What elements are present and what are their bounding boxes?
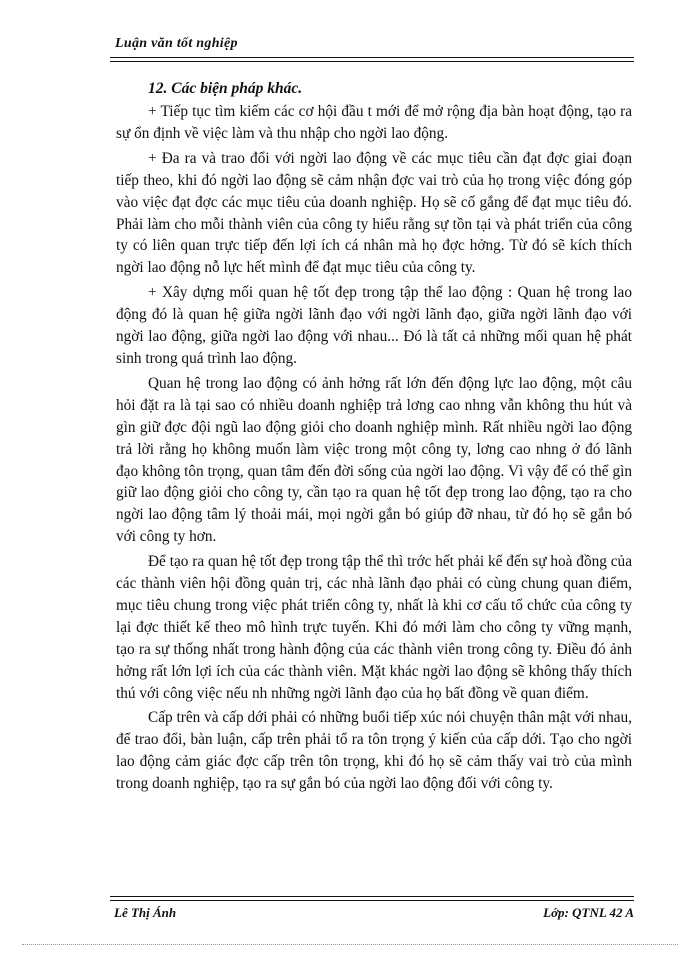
footer-author: Lê Thị Ánh (114, 905, 177, 920)
page-break-line (22, 944, 678, 945)
paragraph-2: + Đa ra và trao đổi với ngời lao động về các mục tiêu cần đạt đợc giai đoạn tiếp theo, khi đó ngời lao động sẽ cảm nhận đợc vai trò của họ trong việc đóng góp vào việc đạt đợc các mục tiêu của doanh nghiệp. Họ sẽ cố gắng để đạt mục tiêu đó. Phải làm cho mỗi thành viên của công ty hiểu rằng sự tồn tại và phát triển của công ty có liên quan trực tiếp đến lợi ích cá nhân mà họ đợc hởng. Từ đó sẽ kích thích ngời lao động nỗ lực hết mình để đạt mục tiêu của công ty. (116, 149, 632, 277)
paragraph-4: Quan hệ trong lao động có ảnh hởng rất lớn đến động lực lao động, một câu hỏi đặt ra là tại sao có nhiều doanh nghiệp trả lơng cao nhng vẫn không thu hút và gìn giữ đợc đội ngũ lao động giỏi cho doanh nghiệp mình. Rất nhiều ngời lao động trả lời rằng họ không muốn làm việc trong một công ty, lơng cao nhng ở đó lãnh đạo không tôn trọng, quan tâm đến đời sống của ngời lao động. Vì vậy để có thể gìn giữ lao động giỏi cho công ty, cần tạo ra quan hệ tốt đẹp trong lao động, tạo ra cho ngời lao động tâm lý thoải mái, mọi ngời gắn bó giúp đỡ nhau, từ đó họ sẽ gắn bó với công ty hơn. (116, 374, 632, 546)
paragraph-3: + Xây dựng mối quan hệ tốt đẹp trong tập thể lao động : Quan hệ trong lao động đó là quan hệ giữa ngời lãnh đạo với ngời lãnh đạo, giữa ngời lãnh đạo với ngời lao động, giữa ngời lao động với nhau... Đó là tất cả những mối quan hệ phát sinh trong quá trình lao động. (116, 284, 632, 367)
header-rule (110, 57, 634, 58)
page-body (116, 78, 632, 798)
paragraph-1: + Tiếp tục tìm kiếm các cơ hội đầu t mới để mở rộng địa bàn hoạt động, tạo ra sự ổn định về việc làm và thu nhập cho ngời lao động. (116, 103, 632, 142)
paragraph-6: Cấp trên và cấp dới phải có những buổi tiếp xúc nói chuyện thân mật với nhau, để trao đổi, bàn luận, cấp trên phải tổ ra tôn trọng ý kiến của cấp dới. Tạo cho ngời lao động cảm giác đợc cấp trên tôn trọng, khi đó họ sẽ cảm thấy vai trò của mình trong doanh nghiệp, tạo ra sự gắn bó của ngời lao động đối với công ty. (116, 709, 632, 793)
footer-rule (110, 896, 634, 897)
header-rule-thin (110, 61, 634, 62)
section-heading: 12. Các biện pháp khác. (148, 80, 303, 97)
header-title: Luận văn tốt nghiệp (115, 36, 238, 51)
paragraph-5: Để tạo ra quan hệ tốt đẹp trong tập thể thì trớc hết phải kể đến sự hoà đồng của các thành viên hội đồng quản trị, các nhà lãnh đạo phải có cùng chung quan điểm, mục tiêu chung trong việc phát triển công ty, nhất là khi cơ cấu tổ chức của công ty lại đợc thiết kế theo mô hình trực tuyến. Khi đó mới làm cho công ty vững mạnh, tạo ra sự thống nhất trong hành động của các thành viên trong công ty. Điều đó ảnh hởng rất lớn lợi ích của các thành viên. Mặt khác ngời lao động sẽ không thấy thích thú với công việc nếu nh những ngời lãnh đạo của họ bất đồng về quan điểm. (116, 553, 632, 702)
footer-class: Lớp: QTNL 42 A (543, 905, 634, 920)
footer-rule-thin (110, 900, 634, 901)
